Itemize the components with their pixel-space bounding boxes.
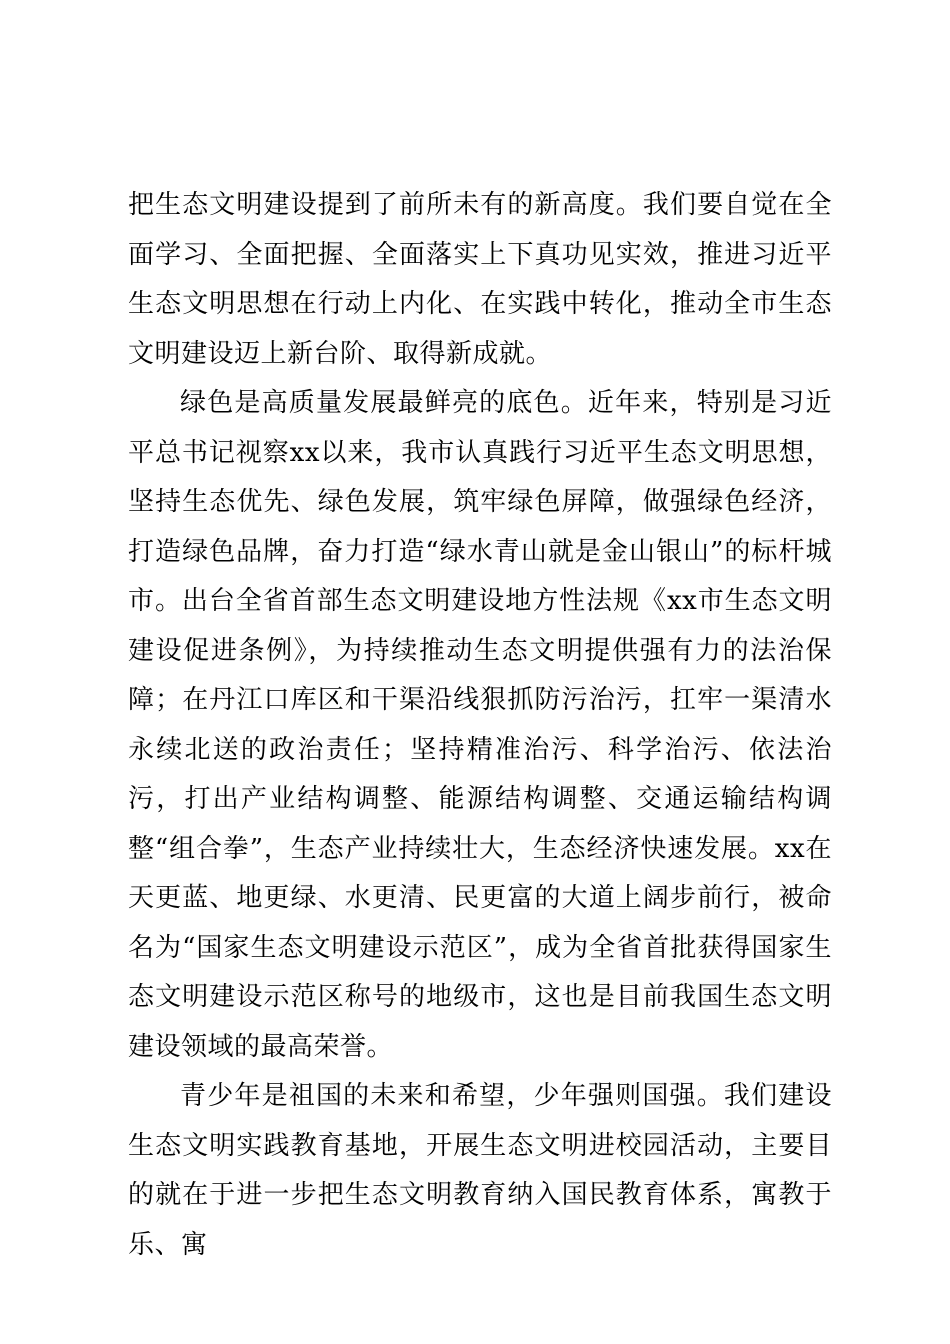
paragraph-3: 青少年是祖国的未来和希望，少年强则国强。我们建设生态文明实践教育基地，开展生态文明进校园活动，主要目的就在于进一步把生态文明教育纳入国民教育体系，寓教于乐、寓 (128, 1081, 832, 1260)
body-text (128, 181, 832, 1270)
paragraph-1: 把生态文明建设提到了前所未有的新高度。我们要自觉在全面学习、全面把握、全面落实上下真功见实效，推进习近平生态文明思想在行动上内化、在实践中转化，推动全市生态文明建设迈上新台阶、取得新成就。 (128, 190, 832, 369)
paragraph-2: 绿色是高质量发展最鲜亮的底色。近年来，特别是习近平总书记视察xx以来，我市认真践行习近平生态文明思想，坚持生态优先、绿色发展，筑牢绿色屏障，做强绿色经济，打造绿色品牌，奋力打造“绿水青山就是金山银山”的标杆城市。出台全省首部生态文明建设地方性法规《xx市生态文明建设促进条例》，为持续推动生态文明提供强有力的法治保障；在丹江口库区和干渠沿线狠抓防污治污，扛牢一渠清水永续北送的政治责任；坚持精准治污、科学治污、依法治污，打出产业结构调整、能源结构调整、交通运输结构调整“组合拳”，生态产业持续壮大，生态经济快速发展。xx在天更蓝、地更绿、水更清、民更富的大道上阔步前行，被命名为“国家生态文明建设示范区”，成为全省首批获得国家生态文明建设示范区称号的地级市，这也是目前我国生态文明建设领域的最高荣誉。 (128, 388, 832, 1062)
